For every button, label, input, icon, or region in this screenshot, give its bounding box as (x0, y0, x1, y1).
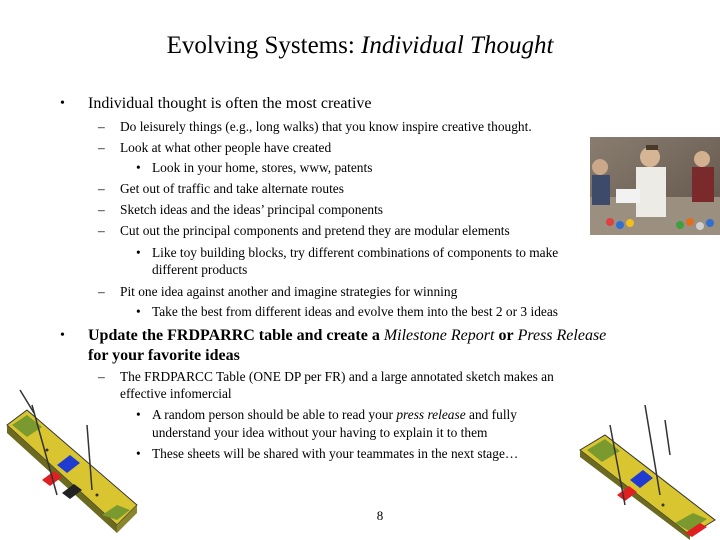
title-plain: Evolving Systems: (166, 32, 355, 59)
sub-sub-bullet-text: Take the best from different ideas and evolve them into the best 2 or 3 ideas (152, 304, 558, 319)
bullet-glyph: • (136, 160, 141, 175)
sub-bullet-text: Get out of traffic and take alternate routes (120, 181, 344, 196)
sub-sub-bullet-text: Look in your home, stores, www, patents (152, 160, 373, 175)
bullet-glyph: • (136, 407, 141, 422)
text-a: A random person should be able to read your (152, 407, 393, 422)
bullet-2-text-b: Milestone Report (383, 327, 495, 344)
page-number: 8 (376, 508, 384, 523)
sub-sub-bullet-text: understand your idea without your having to explain it to them (152, 425, 488, 440)
bullet-glyph: • (136, 245, 141, 260)
bullet-2-text-c: or (498, 327, 514, 344)
text-b: press release (396, 407, 466, 422)
dash-glyph: – (98, 140, 105, 155)
sub-bullet-text: The FRDPARCC Table (ONE DP per FR) and a large annotated sketch makes an (120, 369, 554, 384)
bullet-2 (60, 326, 680, 366)
title-italic: Individual Thought (361, 32, 554, 59)
sub-bullet-text: Sketch ideas and the ideas’ principal components (120, 202, 384, 217)
bullet-2-text-e: for your favorite ideas (88, 347, 240, 364)
sub-bullet-text: effective infomercial (120, 386, 232, 401)
slide-title (0, 30, 720, 62)
game-board-sketch-left (2, 385, 142, 535)
game-board-sketch-right (575, 395, 720, 540)
sub-bullet-text: Pit one idea against another and imagine strategies for winning (120, 284, 458, 299)
bullet-glyph: • (60, 328, 65, 343)
sub-sub-bullet-text (152, 406, 517, 423)
bullet-glyph: • (60, 96, 65, 111)
bullet-2-text-d: Press Release (517, 327, 607, 344)
bullet-2-text-a: Update the FRDPARRC table and create a (88, 327, 380, 344)
bullet-glyph: • (136, 446, 141, 461)
text-c: and fully (469, 407, 517, 422)
bullet-2-text (88, 326, 606, 346)
dash-glyph: – (98, 119, 105, 134)
sub-sub-bullet-text: These sheets will be shared with your teammates in the next stage… (152, 446, 519, 461)
sub-sub-bullet-text: different products (152, 262, 248, 277)
dash-glyph: – (98, 369, 105, 384)
bullet-1-text: Individual thought is often the most creative (88, 95, 372, 112)
bullet-2-text-line2 (88, 346, 240, 366)
dash-glyph: – (98, 284, 105, 299)
bullet-glyph: • (136, 304, 141, 319)
crowd-photo (590, 137, 720, 235)
sub-bullet-text: Look at what other people have created (120, 140, 332, 155)
sub-sub-bullet-text: Like toy building blocks, try different combinations of components to make (152, 245, 559, 260)
dash-glyph: – (98, 181, 105, 196)
dash-glyph: – (98, 202, 105, 217)
sub-bullet-text: Cut out the principal components and pretend they are modular elements (120, 223, 510, 238)
sub-bullet-text: Do leisurely things (e.g., long walks) that you know inspire creative thought. (120, 119, 532, 134)
dash-glyph: – (98, 223, 105, 238)
